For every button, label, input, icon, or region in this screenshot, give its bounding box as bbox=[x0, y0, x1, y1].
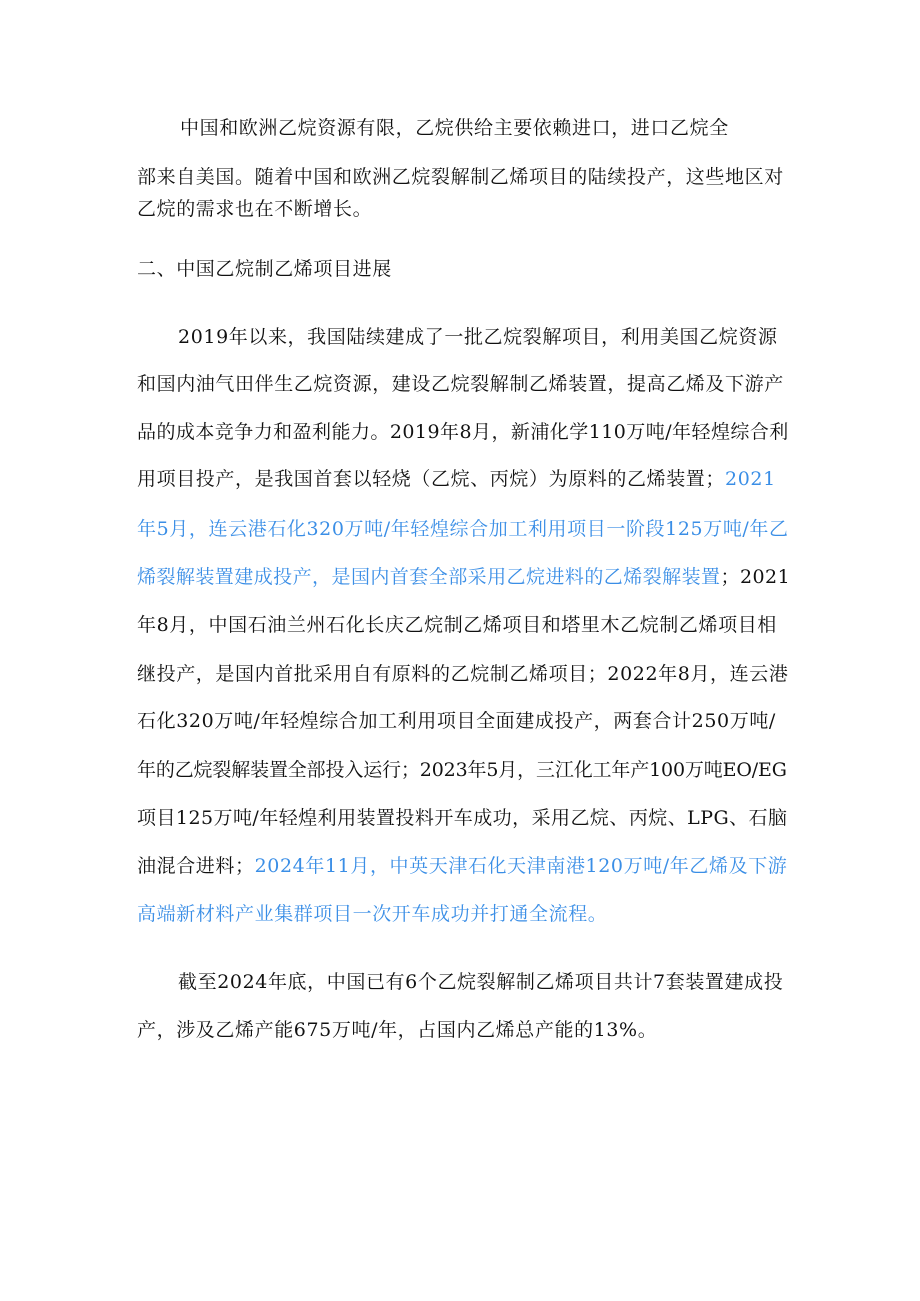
paragraph-2-line-11: 项目125万吨/年轻煌利用装置投料开车成功，采用乙烷、丙烷、LPG、石脑 bbox=[137, 807, 788, 829]
paragraph-3-line-1: 截至2024年底，中国已有6个乙烷裂解制乙烯项目共计7套装置建成投 bbox=[178, 971, 784, 993]
paragraph-2-line-10: 年的乙烷裂解装置全部投入运行；2023年5月，三江化工年产100万吨EO/EG bbox=[137, 759, 787, 781]
paragraph-1-line-1: 中国和欧洲乙烷资源有限，乙烷供给主要依赖进口，进口乙烷全 bbox=[180, 117, 729, 139]
paragraph-2-line-1: 2019年以来，我国陆续建成了一批乙烷裂解项目，利用美国乙烷资源 bbox=[178, 326, 778, 348]
paragraph-2-line-4 bbox=[137, 465, 776, 493]
paragraph-2-line-5-highlight: 年5月，连云港石化320万吨/年轻煌综合加工利用项目一阶段125万吨/年乙 bbox=[137, 518, 789, 540]
paragraph-2-line-6-highlight: 烯裂解装置建成投产，是国内首套全部采用乙烷进料的乙烯裂解装置 bbox=[137, 566, 721, 588]
paragraph-2-line-6-normal: ；2021 bbox=[720, 566, 791, 588]
paragraph-2-line-2: 和国内油气田伴生乙烷资源，建设乙烷裂解制乙烯装置，提高乙烯及下游产 bbox=[137, 373, 784, 395]
paragraph-3-line-2: 产，涉及乙烯产能675万吨/年，占国内乙烯总产能的13%。 bbox=[137, 1019, 658, 1041]
paragraph-2-line-4-normal: 用项目投产，是我国首套以轻烧（乙烷、丙烷）为原料的乙烯装置； bbox=[137, 468, 726, 490]
paragraph-2-line-12-normal: 油混合进料； bbox=[137, 855, 255, 877]
paragraph-2-line-8: 继投产，是国内首批采用自有原料的乙烷制乙烯项目；2022年8月，连云港 bbox=[137, 663, 789, 685]
paragraph-2-line-13-highlight: 高端新材料产业集群项目一次开车成功并打通全流程。 bbox=[137, 903, 608, 925]
paragraph-1-line-2: 部来自美国。随着中国和欧洲乙烷裂解制乙烯项目的陆续投产，这些地区对 bbox=[137, 166, 784, 188]
paragraph-2-line-7: 年8月，中国石油兰州石化长庆乙烷制乙烯项目和塔里木乙烷制乙烯项目相 bbox=[137, 614, 777, 636]
paragraph-2-line-12-highlight: 2024年11月，中英天津石化天津南港120万吨/年乙烯及下游 bbox=[254, 855, 788, 877]
highlight-2021-may-start: 2021 bbox=[725, 468, 776, 490]
paragraph-2-line-6 bbox=[137, 563, 790, 591]
paragraph-2-line-3: 品的成本竞争力和盈利能力。2019年8月，新浦化学110万吨/年轻煌综合利 bbox=[137, 421, 789, 443]
section-heading: 二、中国乙烷制乙烯项目进展 bbox=[137, 258, 392, 280]
paragraph-2-line-12 bbox=[137, 852, 787, 880]
paragraph-1-line-3: 乙烷的需求也在不断增长。 bbox=[137, 198, 373, 220]
paragraph-2-line-9: 石化320万吨/年轻煌综合加工利用项目全面建成投产，两套合计250万吨/ bbox=[137, 710, 776, 732]
